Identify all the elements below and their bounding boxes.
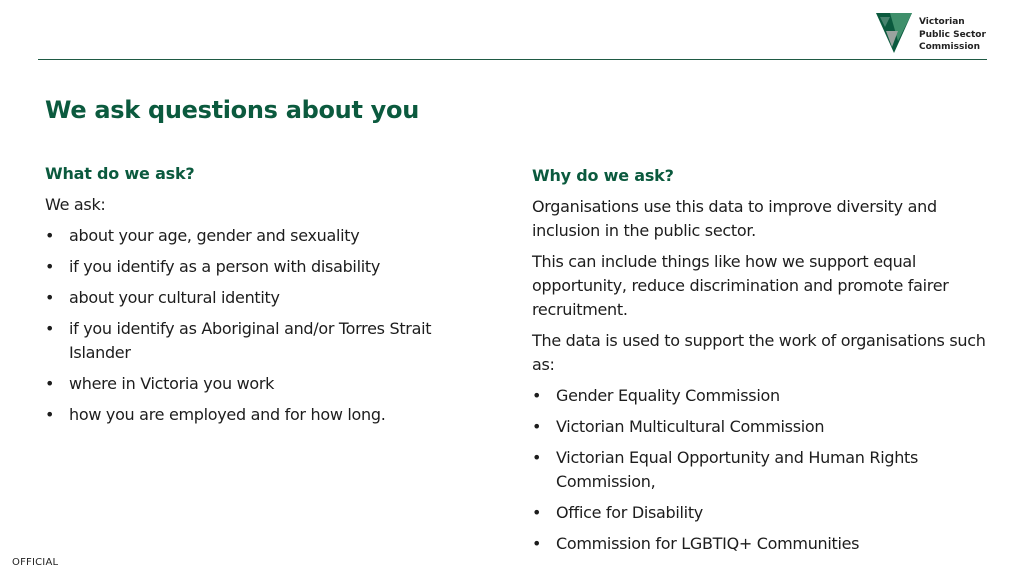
bullet-icon: • bbox=[45, 288, 55, 307]
header-divider bbox=[38, 59, 987, 60]
left-column bbox=[45, 162, 475, 434]
right-paragraph-1: Organisations use this data to improve diversity and inclusion in the public sector. bbox=[532, 197, 937, 240]
list-item-text: Office for Disability bbox=[556, 503, 703, 522]
security-classification-label: OFFICIAL bbox=[12, 557, 59, 568]
vpsc-triangle-logo-icon bbox=[876, 13, 912, 53]
list-item bbox=[45, 317, 475, 365]
list-item bbox=[45, 286, 475, 310]
list-item-text: if you identify as Aboriginal and/or Torres Strait Islander bbox=[69, 319, 432, 362]
page-title: We ask questions about you bbox=[45, 96, 419, 124]
list-item bbox=[532, 501, 987, 525]
list-item bbox=[532, 532, 987, 556]
bullet-icon: • bbox=[532, 448, 542, 467]
list-item-text: how you are employed and for how long. bbox=[69, 405, 386, 424]
right-bullet-list bbox=[532, 384, 987, 556]
list-item-text: Victorian Multicultural Commission bbox=[556, 417, 825, 436]
logo-line-1: Victorian bbox=[919, 17, 965, 27]
bullet-icon: • bbox=[45, 319, 55, 338]
list-item-text: if you identify as a person with disability bbox=[69, 257, 381, 276]
bullet-icon: • bbox=[45, 226, 55, 245]
list-item-text: Victorian Equal Opportunity and Human Rights Commission, bbox=[556, 448, 919, 491]
bullet-icon: • bbox=[45, 374, 55, 393]
list-item bbox=[45, 403, 475, 427]
logo-line-2: Public Sector bbox=[919, 29, 986, 40]
list-item bbox=[532, 446, 987, 494]
bullet-icon: • bbox=[45, 405, 55, 424]
left-column-intro: We ask: bbox=[45, 195, 106, 214]
bullet-icon: • bbox=[532, 503, 542, 522]
list-item-text: about your cultural identity bbox=[69, 288, 280, 307]
logo-wordmark bbox=[919, 16, 986, 54]
left-column-heading: What do we ask? bbox=[45, 164, 195, 183]
list-item bbox=[45, 255, 475, 279]
list-item bbox=[45, 224, 475, 248]
bullet-icon: • bbox=[532, 417, 542, 436]
left-bullet-list bbox=[45, 224, 475, 427]
list-item-text: Gender Equality Commission bbox=[556, 386, 780, 405]
right-paragraph-3: The data is used to support the work of organisations such as: bbox=[532, 331, 986, 374]
list-item bbox=[532, 384, 987, 408]
bullet-icon: • bbox=[532, 386, 542, 405]
logo-line-3: Commission bbox=[919, 42, 981, 52]
list-item-text: about your age, gender and sexuality bbox=[69, 226, 360, 245]
bullet-icon: • bbox=[45, 257, 55, 276]
list-item-text: where in Victoria you work bbox=[69, 374, 275, 393]
vpsc-logo bbox=[876, 13, 996, 53]
list-item bbox=[532, 415, 987, 439]
bullet-icon: • bbox=[532, 534, 542, 553]
list-item-text: Commission for LGBTIQ+ Communities bbox=[556, 534, 860, 553]
right-paragraph-2: This can include things like how we support equal opportunity, reduce discrimination and promote fairer recruitment. bbox=[532, 252, 949, 319]
right-column bbox=[532, 164, 987, 563]
right-column-heading: Why do we ask? bbox=[532, 166, 674, 185]
list-item bbox=[45, 372, 475, 396]
